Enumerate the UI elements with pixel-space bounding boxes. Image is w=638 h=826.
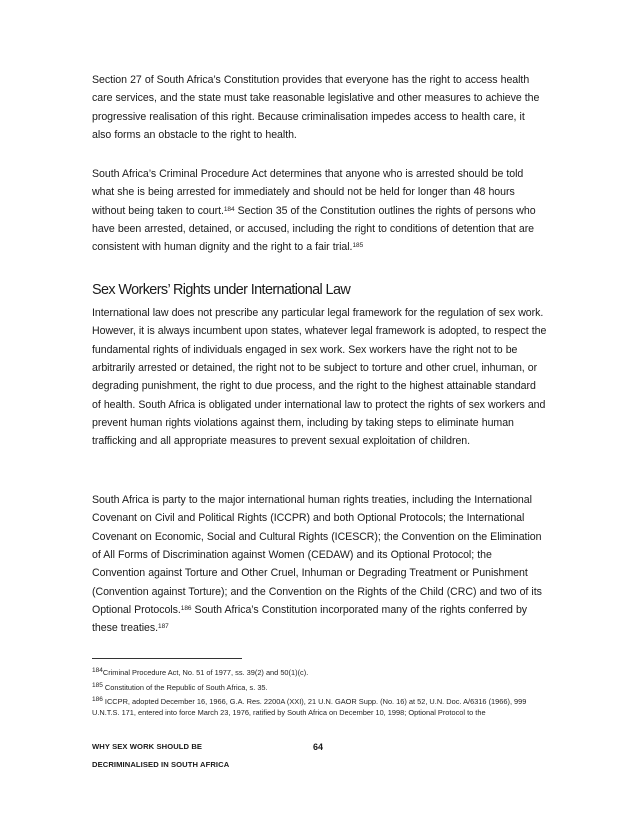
footnote-text: ICCPR, adopted December 16, 1966, G.A. Res. 2200A (XXI), 21 U.N. GAOR Supp. (No. 16) at 52, U.N. Doc. A/6316 (1966), 999 U.N.T.S. 171, entered into force March 23, 1976, ratified by South Africa on December 10, 1998; Optional Protocol to the	[92, 697, 527, 717]
footnote-186	[92, 696, 552, 718]
paragraph-text: Section 35 of the Constitution outlines the rights of persons who have been arrested, detained, or accused, including the right to conditions of detention that are consistent with human dignity and the right to a fair trial.	[92, 204, 536, 254]
footnote-ref[interactable]: 184	[223, 205, 235, 213]
footnote-divider	[92, 658, 242, 659]
footer-title-line-2: DECRIMINALISED IN SOUTH AFRICA	[92, 760, 230, 769]
paragraph-treaties	[92, 491, 547, 638]
paragraph-international-law: International law does not prescribe any particular legal framework for the regulation of sex work. However, it is always incumbent upon states, whatever legal framework is adopted, to respect the fundamental rights of individuals engaged in sex work. Sex workers have the right not to be arbitrarily arrested or detained, the right not to be subject to torture and other cruel, inhuman, or degrading punishment, the right to due process, and the right to the highest attainable standard of health. South Africa is obligated under international law to protect the rights of sex workers and prevent human rights violations against them, including by taking steps to eliminate human trafficking and all appropriate measures to prevent sexual exploitation of children.	[92, 307, 547, 448]
footnote-185	[92, 682, 552, 693]
footnote-text: Criminal Procedure Act, No. 51 of 1977, ss. 39(2) and 50(1)(c).	[102, 668, 309, 677]
footnote-ref[interactable]: 187	[158, 623, 169, 631]
paragraph-text: South Africa’s Criminal Procedure Act determines that anyone who is arrested should be told what she is being arrested for immediately and should not be held for longer than 48 hours without being taken to court.	[92, 168, 524, 217]
footer-title-line-1: WHY SEX WORK SHOULD BE	[92, 742, 203, 751]
paragraph-text: South Africa is party to the major international human rights treaties, including the International Covenant on Civil and Political Rights (ICCPR) and both Optional Protocols; the International Covenant on Economic, Social and Cultural Rights (ICESCR); the Convention on the Elimination of All Forms of Discrimination against Women (CEDAW) and its Optional Protocol; the Convention against Torture and Other Cruel, Inhuman or Degrading Treatment or Punishment (Convention against Torture); and the Convention on the Rights of the Child (CRC) and two of its Optional Protocols.	[92, 494, 542, 617]
footnote-text: Constitution of the Republic of South Africa, s. 35.	[102, 683, 268, 692]
footnote-number: 186	[92, 696, 103, 703]
paragraph-criminal-procedure	[92, 165, 547, 257]
footnote-number: 185	[92, 682, 103, 689]
footnote-ref[interactable]: 185	[352, 242, 364, 250]
footnote-ref[interactable]: 186	[180, 605, 192, 613]
footnote-184	[92, 667, 552, 678]
page-number: 64	[313, 742, 324, 752]
footnote-number: 184	[92, 667, 103, 674]
paragraph-right-to-health: Section 27 of South Africa’s Constitution provides that everyone has the right to access health care services, and the state must take reasonable legislative and other measures to achieve the progressive realisation of this right. Because criminalisation impedes access to health care, it also forms an obstacle to the right to health.	[92, 74, 540, 142]
section-heading: Sex Workers’ Rights under International Law	[92, 282, 351, 298]
paragraph-text: South Africa’s Constitution incorporated many of the rights conferred by these treaties.	[92, 604, 528, 635]
running-footer-title	[92, 738, 229, 774]
